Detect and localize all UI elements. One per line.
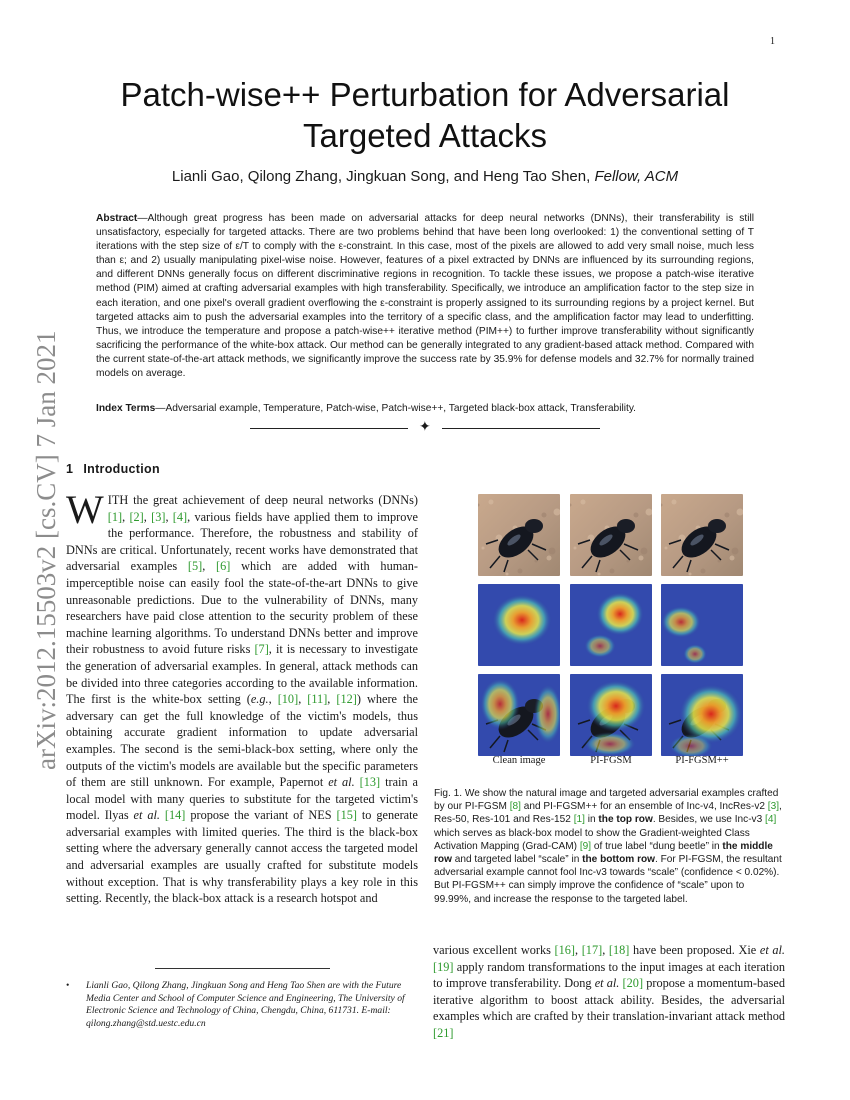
footnote — [66, 980, 418, 1030]
paper-title: Patch-wise++ Perturbation for Adversarial Targeted Attacks — [120, 76, 730, 154]
text-run: , it is necessary to investigate the generation of adversarial examples. In general, attack methods can be divided into three categories according to the available information. The first is the white-box setting ( — [66, 642, 418, 707]
text-run: propose a momentum-based iterative algorithm to boost attack ability. Besides, the adversarial examples which are crafted by their translation-invariant attack method — [433, 976, 785, 1024]
figure-column-label: Clean image — [492, 755, 546, 766]
heatmap-blob — [683, 644, 707, 664]
text-run: of true label “dung beetle” in — [591, 840, 723, 852]
citation-link[interactable]: [7] — [254, 642, 269, 657]
text-run: , — [165, 509, 173, 524]
footnote-bullet: • — [66, 980, 70, 991]
citation-link[interactable]: [14] — [164, 808, 186, 823]
figure-cell-gradcam-true-3 — [661, 584, 743, 666]
text-run: , — [602, 943, 609, 957]
figure-cell-gradcam-true-2 — [570, 584, 652, 666]
intro-paragraph — [66, 487, 419, 907]
figure-cell-image-1 — [478, 494, 560, 576]
citation-link[interactable]: [18] — [608, 943, 630, 957]
citation-link[interactable]: [13] — [359, 775, 381, 790]
figure-cell-gradcam-target-3 — [661, 674, 743, 756]
citation-link[interactable]: [6] — [216, 559, 231, 574]
text-run: Fig. 1. We show the natural image and targeted adversarial examples crafted by our PI-FGSM — [434, 788, 779, 813]
index-terms-label: Index Terms — [96, 403, 156, 414]
divider-line-left — [250, 428, 408, 429]
arxiv-stamp: arXiv:2012.15503v2 [cs.CV] 7 Jan 2021 — [31, 330, 61, 770]
figure-cell-image-3 — [661, 494, 743, 576]
text-run: apply random transformations to the input images at each iteration to improve transferability. Dong — [433, 959, 785, 991]
text-run: . For PI-FGSM, the resultant adversarial example cannot fool Inc-v3 towards “scale” (confidence < 0.02%). But PI-FGSM++ can simply improve the confidence of “scale” upon to 99.99%, and increase the response to the targeted label. — [434, 854, 782, 905]
citation-link[interactable]: [4] — [765, 814, 777, 826]
text-run: , — [327, 692, 337, 707]
footnote-rule — [155, 968, 330, 969]
italic-term: e.g. — [250, 692, 269, 707]
text-run: ITH the great achievement of deep neural networks (DNNs) — [107, 493, 418, 507]
heatmap-blob — [661, 606, 701, 638]
text-run: , — [122, 509, 130, 524]
citation-link[interactable]: [11] — [307, 692, 328, 707]
text-run: , — [202, 559, 217, 574]
figure-1 — [476, 494, 766, 766]
divider-line-right — [442, 428, 600, 429]
text-run: ) where the adversary can get the full knowledge of the victim's models, thus obtaining accurate gradient information to update adversarial examples. The second is the semi-black-box setting, where only the outputs of the victim's models are available but the specific parameters of them are still unknown. For example, Papernot — [66, 692, 419, 790]
bold-term: the bottom row — [582, 854, 656, 866]
text-run: have been proposed. Xie — [629, 943, 760, 957]
text-run: various excellent works — [433, 943, 555, 957]
text-run: in — [584, 814, 599, 826]
intro-body — [66, 487, 419, 906]
text-run: which serves as black-box model to show the Gradient-weighted Class Activation Mapping (Grad-CAM) — [434, 827, 750, 852]
figure-cell-gradcam-true-1 — [478, 584, 560, 666]
text-run: to generate adversarial examples with limited queries. The third is the black-box setting where the adversary generally cannot access the targeted model and adversarial examples are usually crafted for substitute models without exception. That is why transferability plays a key role in this setting. Recently, the black-box attack is a research hotspot and — [66, 808, 419, 906]
heatmap-blob — [584, 634, 616, 658]
citation-link[interactable]: [9] — [579, 840, 592, 852]
abstract — [96, 212, 754, 381]
author-suffix: Fellow, ACM — [594, 168, 679, 185]
section-heading — [66, 462, 160, 476]
figure-cell-gradcam-target-1 — [478, 674, 560, 756]
figure-cell-image-2 — [570, 494, 652, 576]
figure-column-label: PI-FGSM++ — [675, 755, 729, 766]
citation-link[interactable]: [12] — [336, 692, 357, 707]
heatmap-blob — [492, 594, 552, 646]
citation-link[interactable]: [19] — [433, 959, 454, 974]
bold-term: the top row — [598, 814, 653, 826]
text-run: , — [143, 509, 152, 524]
page-number: 1 — [770, 36, 775, 47]
text-run: , — [575, 943, 582, 957]
citation-link[interactable]: [1] — [573, 814, 585, 826]
text-run: , — [298, 692, 308, 707]
heatmap-blob — [480, 678, 520, 730]
text-run: . Besides, we use Inc-v3 — [652, 814, 766, 826]
citation-link[interactable]: [2] — [129, 509, 144, 524]
text-run: train a local model with many queries to substitute for the targeted victim's model. Ilyas — [66, 775, 419, 823]
author-list — [100, 168, 750, 185]
section-divider — [250, 420, 600, 436]
section-number: 1 — [66, 462, 73, 476]
index-terms — [96, 402, 754, 416]
citation-link[interactable]: [20] — [622, 976, 644, 991]
divider-diamond-icon: ✦ — [419, 420, 431, 435]
figure-cell-gradcam-target-2 — [570, 674, 652, 756]
citation-link[interactable]: [17] — [581, 943, 603, 957]
right-column-paragraph — [433, 942, 785, 1042]
text-run: propose the variant of NES — [185, 808, 337, 823]
citation-link[interactable]: [3] — [767, 801, 780, 813]
heatmap-blob — [586, 680, 646, 732]
abstract-label: Abstract — [96, 213, 138, 224]
index-terms-text: —Adversarial example, Temperature, Patch-wise, Patch-wise++, Targeted black-box attack, Transferability. — [155, 403, 636, 414]
citation-link[interactable]: [8] — [509, 801, 521, 813]
citation-link[interactable]: [1] — [107, 509, 123, 524]
drop-cap: W — [66, 487, 104, 532]
footnote-text: Lianli Gao, Qilong Zhang, Jingkuan Song and Heng Tao Shen are with the Future Media Center and School of Computer Science and Engineering, The University of Electronic Science and Technology of China, Chengdu, China, 611731. E-mail: qilong.zhang@std.uestc.edu.cn — [86, 980, 405, 1029]
italic-term: et al. — [328, 775, 355, 790]
text-run: , Res-50, Res-101 and Res-152 — [434, 801, 782, 826]
figure-caption — [434, 787, 784, 906]
citation-link[interactable]: [4] — [172, 509, 188, 524]
heatmap-blob — [584, 732, 636, 756]
citation-link[interactable]: [10] — [277, 692, 299, 707]
italic-term: et al. — [759, 943, 785, 957]
abstract-text: —Although great progress has been made on adversarial attacks for deep neural networks (DNNs), their transferability is still unsatisfactory, especially for targeted attacks. There are two problems behind that have been long overlooked: 1) the conventional setting of T iterations with the step size of ε/T to comply with the ε-constraint. In this case, most of the pixels are allowed to add very small noise, much less than ε; and 2) usually manipulating pixel-wise noise. However, features of a pixel extracted by DNNs are influenced by its surrounding regions, and different DNNs generally focus on different discriminative regions in recognition. To tackle these issues, we propose a patch-wise iterative method (PIM) aimed at crafting adversarial examples with high transferability. Specifically, we introduce an amplification factor to the step size in each iteration, and one pixel's overall gradient overflowing the ε-constraint is properly assigned to its surrounding regions by a project kernel. But targeted attacks aim to push the adversarial examples into the territory of a specific class, and the amplification factor may lead to underfitting. Thus, we introduce the temperature and propose a patch-wise++ iterative method (PIM++) to further improve transferability without significantly sacrificing the performance of the white-box attack. Our method can be generally integrated to any gradient-based attack method. Compared with the current state-of-the-art attack methods, we significantly improve the success rate by 35.9% for defense models and 32.7% for normally trained models on average. — [96, 213, 754, 380]
citation-link[interactable]: [15] — [336, 808, 357, 823]
text-run: and targeted label “scale” in — [451, 854, 583, 866]
text-run: and PI-FGSM++ for an ensemble of Inc-v4, IncRes-v2 — [520, 801, 768, 813]
figure-column-label: PI-FGSM — [590, 755, 632, 766]
italic-term: et al. — [133, 808, 160, 823]
text-run: , — [268, 692, 278, 707]
author-names: Lianli Gao, Qilong Zhang, Jingkuan Song, and Heng Tao Shen, — [171, 168, 591, 185]
citation-link[interactable]: [16] — [554, 943, 575, 957]
text-run: which are added with human-imperceptible noise can easily fool the state-of-the-art DNNs to give unreasonable predictions. Due to the vulnerability of DNNs, many researchers have paid close attention to the security problem of these machine learning algorithms. To understand DNNs better and improve their robustness to avoid future risks — [66, 559, 418, 657]
text-run: , various fields have applied them to improve the performance. Therefore, the robustness and stability of DNNs are critical. Unfortunately, recent works have demonstrated that adversarial examples — [66, 509, 418, 574]
bold-term: the middle row — [434, 840, 773, 866]
citation-link[interactable]: [21] — [433, 1025, 454, 1040]
italic-term: et al. — [594, 976, 620, 991]
heatmap-blob — [596, 592, 644, 636]
citation-link[interactable]: [3] — [151, 509, 166, 524]
section-title: Introduction — [83, 462, 160, 476]
citation-link[interactable]: [5] — [187, 559, 203, 574]
